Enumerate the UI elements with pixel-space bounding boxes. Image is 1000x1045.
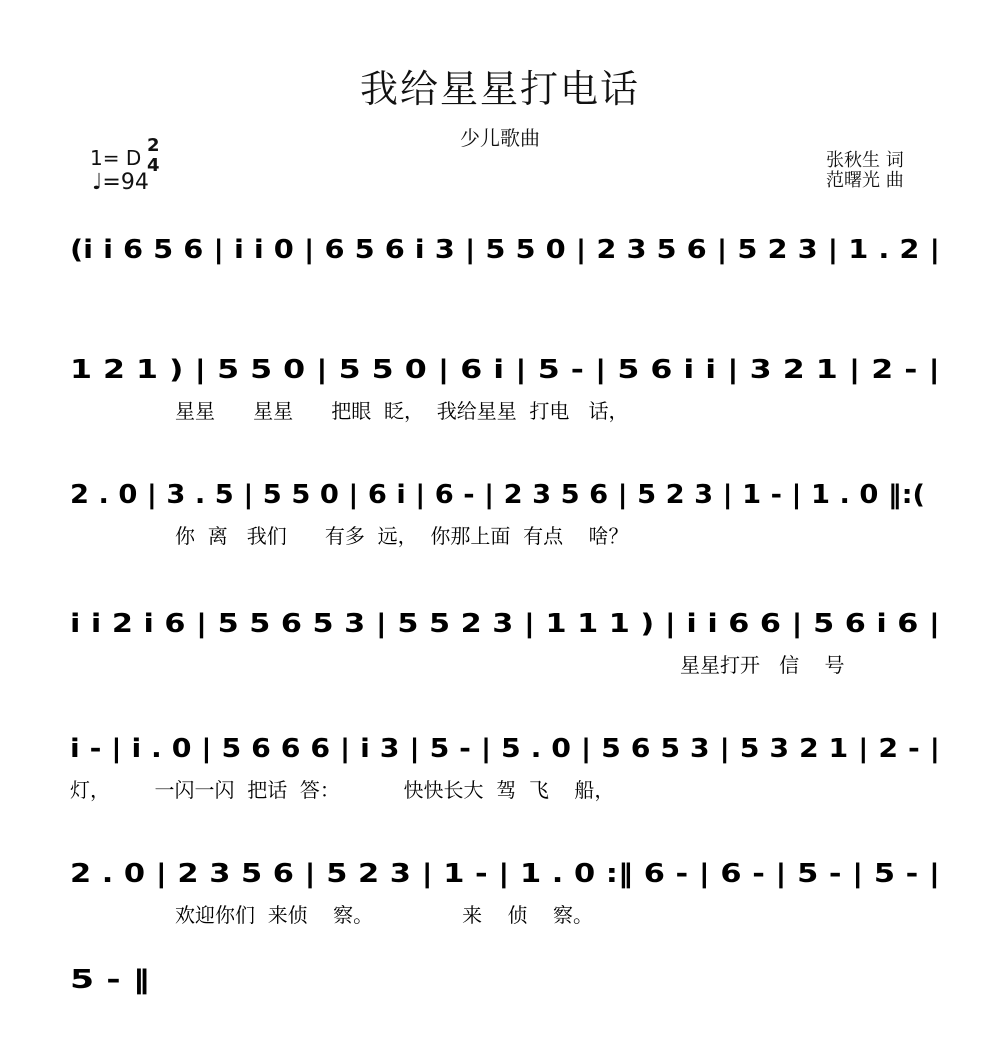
time-signature-top: 2 <box>147 135 160 156</box>
notation-row-7: 5 - ‖ <box>70 965 150 995</box>
notation-row-5: i - | i . 0 | 5 6 6 6 | i 3 | 5 - | 5 . 0 | 5 6 5 3 | 5 3 2 1 | 2 - | <box>70 734 940 764</box>
time-signature-bottom: 4 <box>147 155 160 176</box>
lyrics-row-5: 灯， 一闪一闪 把话 答： 快快长大 驾 飞 船， <box>70 778 615 802</box>
tempo-value: =94 <box>102 170 149 195</box>
notation-row-4: i i 2 i 6 | 5 5 6 5 3 | 5 5 2 3 | 1 1 1 ) | i i 6 6 | 5 6 i 6 | <box>70 609 940 639</box>
lyrics-row-2: 星星 星星 把眼 眨， 我给星星 打电 话， <box>175 399 629 423</box>
song-title: 我给星星打电话 <box>359 67 640 111</box>
key-signature: 1= D <box>90 146 142 170</box>
notation-row-6: 2 . 0 | 2 3 5 6 | 5 2 3 | 1 - | 1 . 0 :‖ 6 - | 6 - | 5 - | 5 - | <box>70 859 940 889</box>
quarter-note-icon: ♩ <box>92 170 103 195</box>
lyrics-row-6: 欢迎你们 来侦 察。 来 侦 察。 <box>175 903 594 927</box>
notation-row-2: 1 2 1 ) | 5 5 0 | 5 5 0 | 6 i | 5 - | 5 6 i i | 3 2 1 | 2 - | <box>70 355 940 385</box>
composer-credit: 范曙光 曲 <box>826 170 904 191</box>
lyrics-row-4: 星星打开 信 号 <box>680 653 845 677</box>
notation-row-3: 2 . 0 | 3 . 5 | 5 5 0 | 6 i | 6 - | 2 3 5 6 | 5 2 3 | 1 - | 1 . 0 ‖:( <box>70 480 925 510</box>
lyrics-row-3: 你 离 我们 有多 远， 你那上面 有点 啥？ <box>175 524 629 548</box>
song-genre: 少儿歌曲 <box>460 126 540 150</box>
lyricist-credit: 张秋生 词 <box>826 150 904 171</box>
notation-row-1: (i i 6 5 6 | i i 0 | 6 5 6 i 3 | 5 5 0 | 2 3 5 6 | 5 2 3 | 1 . 2 | <box>70 235 940 265</box>
